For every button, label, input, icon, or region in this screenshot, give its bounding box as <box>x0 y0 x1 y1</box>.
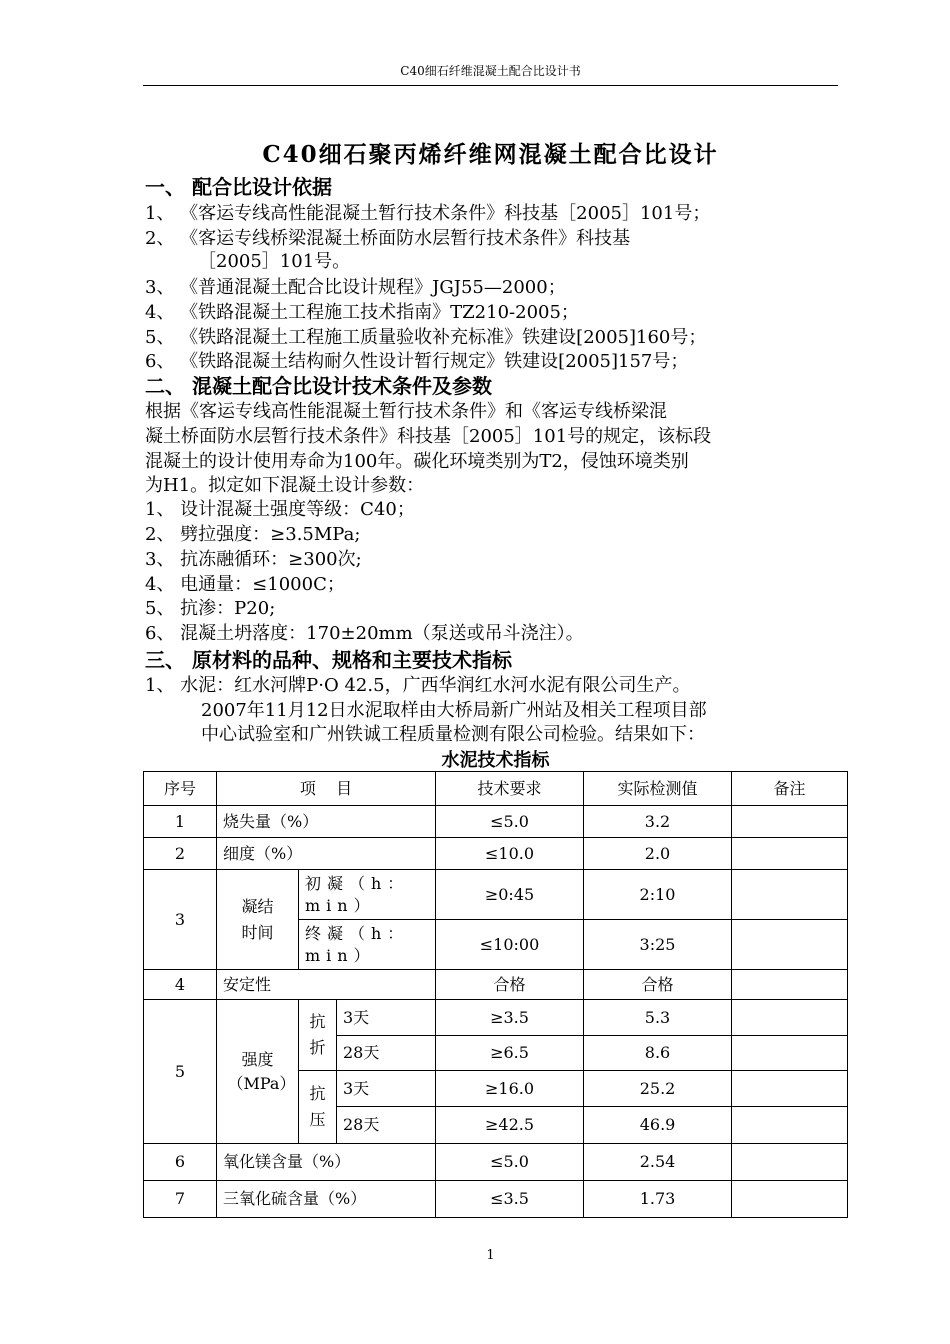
basis-item: 6、 《铁路混凝土结构耐久性设计暂行规定》铁建设[2005]157号； <box>145 351 689 372</box>
requirement-cell: ≤10.0 <box>436 838 584 870</box>
item-cell: 氧化镁含量（%） <box>217 1144 436 1181</box>
section-2-paragraph: 凝土桥面防水层暂行技术条件》科技基［2005］101号的规定，该标段 <box>145 426 712 447</box>
design-param: 6、 混凝土坍落度：170±20mm（泵送或吊斗浇注）。 <box>145 623 584 644</box>
remark-cell <box>732 1181 848 1218</box>
basis-item: 3、 《普通混凝土配合比设计规程》JGJ55—2000； <box>145 277 566 298</box>
age-cell: 28天 <box>337 1036 436 1071</box>
row-number: 2 <box>144 838 217 870</box>
value-cell: 3:25 <box>584 920 732 970</box>
basis-item: 2、 《客运专线桥梁混凝土桥面防水层暂行技术条件》科技基 <box>145 228 631 249</box>
remark-cell <box>732 1036 848 1071</box>
remark-cell <box>732 838 848 870</box>
row-number: 4 <box>144 970 217 1000</box>
basis-item-cont: ［2005］101号。 <box>198 251 351 272</box>
basis-item: 5、 《铁路混凝土工程施工质量验收补充标准》铁建设[2005]160号； <box>145 327 707 348</box>
section-2-paragraph: 根据《客运专线高性能混凝土暂行技术条件》和《客运专线桥梁混 <box>145 401 667 422</box>
header-cell: 备注 <box>732 772 848 806</box>
flexural-cell <box>299 1000 337 1071</box>
table-row <box>144 1144 848 1181</box>
value-cell: 2:10 <box>584 870 732 920</box>
header-cell: 实际检测值 <box>584 772 732 806</box>
age-cell: 3天 <box>337 1071 436 1107</box>
requirement-cell: ≤10:00 <box>436 920 584 970</box>
value-cell: 1.73 <box>584 1181 732 1218</box>
requirement-cell: ≤5.0 <box>436 806 584 838</box>
requirement-cell: ≥6.5 <box>436 1036 584 1071</box>
cement-spec-table <box>143 771 848 1218</box>
value-cell: 25.2 <box>584 1071 732 1107</box>
design-param: 2、 劈拉强度：≥3.5MPa; <box>145 524 361 545</box>
item-cell: 三氧化硫含量（%） <box>217 1181 436 1218</box>
section-2-heading: 二、 混凝土配合比设计技术条件及参数 <box>145 374 492 398</box>
item-cell: 终凝（h：min） <box>299 920 436 970</box>
requirement-cell: ≤5.0 <box>436 1144 584 1181</box>
design-param: 3、 抗冻融循环：≥300次; <box>145 549 362 570</box>
design-param: 1、 设计混凝土强度等级：C40； <box>145 499 415 520</box>
page-header: C40细石纤维混凝土配合比设计书 <box>400 64 581 78</box>
group-cell <box>217 870 299 970</box>
basis-item: 1、 《客运专线高性能混凝土暂行技术条件》科技基［2005］101号； <box>145 203 711 224</box>
header-cell: 技术要求 <box>436 772 584 806</box>
remark-cell <box>732 1000 848 1036</box>
remark-cell <box>732 970 848 1000</box>
value-cell: 5.3 <box>584 1000 732 1036</box>
table-row <box>144 838 848 870</box>
item-cell: 安定性 <box>217 970 436 1000</box>
row-number: 5 <box>144 1000 217 1144</box>
compressive-label: 抗压 <box>309 1084 326 1129</box>
setting-time-label: 凝结时间 <box>241 896 274 942</box>
page-number: 1 <box>486 1248 495 1263</box>
requirement-cell: ≥0:45 <box>436 870 584 920</box>
remark-cell <box>732 806 848 838</box>
row-number: 6 <box>144 1144 217 1181</box>
table-caption: 水泥技术指标 <box>441 750 550 771</box>
cement-line: 1、 水泥：红水河牌P·O 42.5，广西华润红水河水泥有限公司生产。 <box>145 675 691 696</box>
value-cell: 2.54 <box>584 1144 732 1181</box>
header-cell: 项 目 <box>217 772 436 806</box>
remark-cell <box>732 1144 848 1181</box>
table-row <box>144 970 848 1000</box>
row-number: 3 <box>144 870 217 970</box>
header-divider <box>143 85 838 86</box>
table-row <box>144 1000 848 1036</box>
value-cell: 2.0 <box>584 838 732 870</box>
section-2-paragraph: 为H1。拟定如下混凝土设计参数： <box>145 475 425 496</box>
requirement-cell: ≥16.0 <box>436 1071 584 1107</box>
basis-item: 4、 《铁路混凝土工程施工技术指南》TZ210-2005； <box>145 302 579 323</box>
requirement-cell: ≥42.5 <box>436 1107 584 1144</box>
header-cell: 序号 <box>144 772 217 806</box>
strength-label: 强度（MPa） <box>227 1049 296 1093</box>
compressive-cell <box>299 1071 337 1144</box>
table-row <box>144 806 848 838</box>
table-row <box>144 870 848 920</box>
requirement-cell: ≤3.5 <box>436 1181 584 1218</box>
flexural-label: 抗折 <box>309 1012 326 1057</box>
value-cell: 3.2 <box>584 806 732 838</box>
row-number: 1 <box>144 806 217 838</box>
item-cell: 烧失量（%） <box>217 806 436 838</box>
remark-cell <box>732 870 848 920</box>
table-header-row <box>144 772 848 806</box>
age-cell: 3天 <box>337 1000 436 1036</box>
section-2-paragraph: 混凝土的设计使用寿命为100年。碳化环境类别为T2，侵蚀环境类别 <box>145 451 689 472</box>
value-cell: 8.6 <box>584 1036 732 1071</box>
design-param: 4、 电通量：≤1000C； <box>145 574 345 595</box>
design-param: 5、 抗渗：P20; <box>145 598 276 619</box>
requirement-cell: 合格 <box>436 970 584 1000</box>
remark-cell <box>732 920 848 970</box>
item-cell: 初凝（h：min） <box>299 870 436 920</box>
row-number: 7 <box>144 1181 217 1218</box>
cement-line: 中心试验室和广州铁诚工程质量检测有限公司检验。结果如下： <box>201 724 705 745</box>
remark-cell <box>732 1071 848 1107</box>
table-row <box>144 1181 848 1218</box>
value-cell: 合格 <box>584 970 732 1000</box>
section-1-heading: 一、 配合比设计依据 <box>145 175 332 199</box>
requirement-cell: ≥3.5 <box>436 1000 584 1036</box>
age-cell: 28天 <box>337 1107 436 1144</box>
cement-line: 2007年11月12日水泥取样由大桥局新广州站及相关工程项目部 <box>201 700 707 721</box>
document-title: C40细石聚丙烯纤维网混凝土配合比设计 <box>262 141 719 168</box>
section-3-heading: 三、 原材料的品种、规格和主要技术指标 <box>145 648 512 672</box>
group-cell <box>217 1000 299 1144</box>
item-cell: 细度（%） <box>217 838 436 870</box>
remark-cell <box>732 1107 848 1144</box>
value-cell: 46.9 <box>584 1107 732 1144</box>
